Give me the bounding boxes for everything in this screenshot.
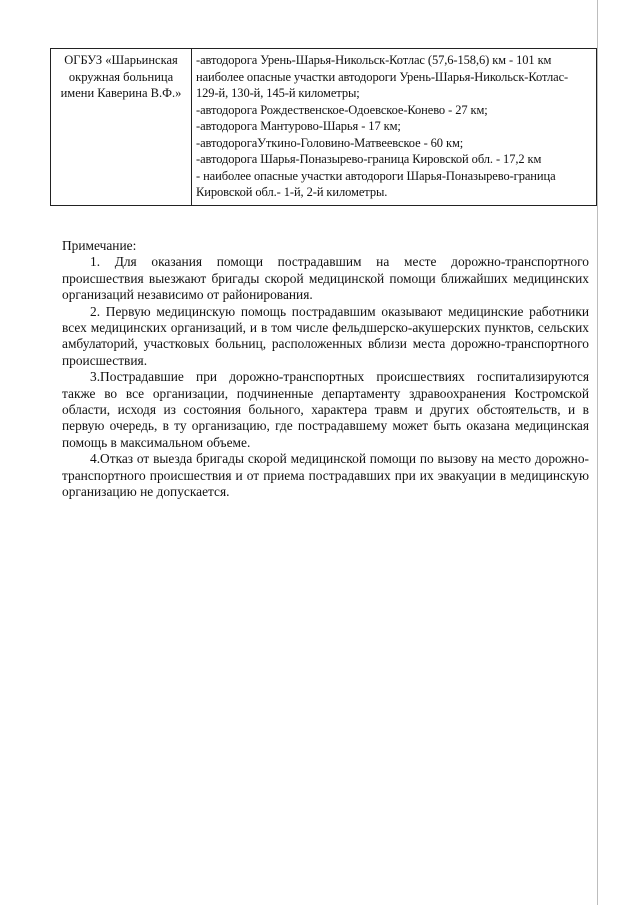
table-row <box>51 49 597 206</box>
road-line: -автодорога Рождественское-Одоевское-Конево - 27 км; <box>196 102 488 117</box>
note-item: 1. Для оказания помощи пострадавшим на месте дорожно-транспортного происшествия выезжают бригады скорой медицинской помощи ближайших медицинских организаций независимо от районирования. <box>62 254 589 303</box>
notes-title: Примечание: <box>62 238 137 253</box>
note-item: 2. Первую медицинскую помощь пострадавшим оказывают медицинские работники всех медицинских организаций, и в том числе фельдшерско-акушерских пунктов, сельских амбулаторий, участковых больниц, расположенных вблизи места дорожно-транспортного происшествия. <box>62 303 589 368</box>
road-line: -автодорогаУткино-Головино-Матвеевское - 60 км; <box>196 135 464 150</box>
hospital-roads-table-wrapper <box>50 48 597 206</box>
road-line: -автодорога Урень-Шарья-Никольск-Котлас (57,6-158,6) км - 101 км <box>196 53 552 67</box>
organization-cell: ОГБУЗ «Шарьинская окружная больница имени Каверина В.Ф.» <box>51 49 192 206</box>
road-line: - наиболее опасные участки автодороги Шарья-Поназырево-граница Кировской обл.- 1-й, 2-й километры. <box>196 168 556 199</box>
roads-cell <box>192 49 597 206</box>
road-line: наиболее опасные участки автодороги Урень-Шарья-Никольск-Котлас- 129-й, 130-й, 145-й километры; <box>196 69 569 100</box>
note-item: 3.Пострадавшие при дорожно-транспортных происшествиях госпитализируются также во все организации, подчиненные департаменту здравоохранения Костромской области, исходя из состояния больного, характера травм и других обстоятельств, и в первую очередь, в ту организацию, где пострадавшему может быть оказана медицинская помощь в максимальном объеме. <box>62 369 589 450</box>
notes-section <box>62 238 589 501</box>
page-edge-line <box>597 0 598 905</box>
hospital-roads-table <box>50 48 597 206</box>
road-line: -автодорога Мантурово-Шарья - 17 км; <box>196 119 401 133</box>
note-item: 4.Отказ от выезда бригады скорой медицинской помощи по вызову на место дорожно-транспортного происшествия и от приема пострадавших при их эвакуации в медицинскую организацию не допускается. <box>62 451 589 500</box>
road-line: -автодорога Шарья-Поназырево-граница Кировской обл. - 17,2 км <box>196 152 542 166</box>
